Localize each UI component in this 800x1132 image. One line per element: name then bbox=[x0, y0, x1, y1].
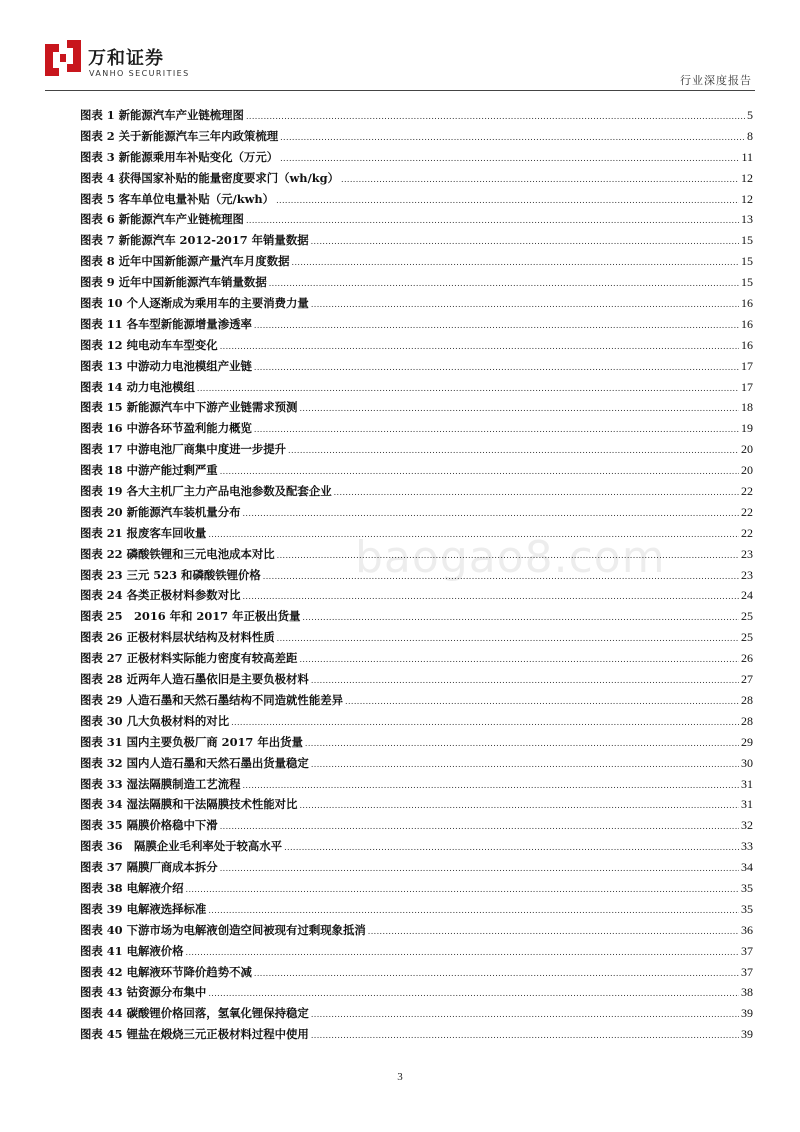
toc-entry-label: 图表 42 电解液环节降价趋势不减 bbox=[80, 964, 252, 979]
toc-dot-leader bbox=[292, 257, 740, 269]
toc-entry[interactable] bbox=[80, 170, 753, 191]
toc-entry-label: 图表 18 中游产能过剩严重 bbox=[80, 463, 218, 478]
toc-entry-label: 图表 35 隔膜价格稳中下滑 bbox=[80, 818, 218, 833]
toc-entry[interactable] bbox=[80, 608, 753, 629]
toc-entry-label: 图表 25 2016 年和 2017 年正极出货量 bbox=[80, 609, 301, 624]
toc-entry[interactable] bbox=[80, 149, 753, 170]
toc-dot-leader bbox=[186, 947, 739, 959]
toc-entry-page: 11 bbox=[741, 149, 753, 164]
toc-entry-page: 12 bbox=[741, 191, 753, 206]
toc-entry[interactable] bbox=[80, 1005, 753, 1026]
toc-dot-leader bbox=[242, 780, 739, 792]
toc-entry-label: 图表 23 三元 523 和磷酸铁锂价格 bbox=[80, 567, 261, 582]
brand-name-en: VANHO SECURITIES bbox=[89, 69, 190, 78]
toc-dot-leader bbox=[305, 738, 739, 750]
toc-entry-page: 31 bbox=[741, 776, 753, 791]
toc-dot-leader bbox=[299, 403, 739, 415]
toc-dot-leader bbox=[288, 445, 739, 457]
toc-entry-page: 39 bbox=[741, 1006, 753, 1021]
toc-entry[interactable] bbox=[80, 734, 753, 755]
toc-entry-label: 图表 26 正极材料层状结构及材料性质 bbox=[80, 630, 275, 645]
toc-dot-leader bbox=[311, 675, 739, 687]
toc-entry[interactable] bbox=[80, 358, 753, 379]
toc-dot-leader bbox=[311, 1009, 739, 1021]
toc-entry-page: 25 bbox=[741, 609, 753, 624]
toc-entry-page: 37 bbox=[741, 943, 753, 958]
toc-dot-leader bbox=[208, 905, 739, 917]
toc-dot-leader bbox=[197, 383, 739, 395]
toc-entry[interactable] bbox=[80, 817, 753, 838]
page-header bbox=[0, 0, 800, 96]
toc-entry-label: 图表 19 各大主机厂主力产品电池参数及配套企业 bbox=[80, 484, 332, 499]
toc-entry-label: 图表 17 中游电池厂商集中度进一步提升 bbox=[80, 442, 287, 457]
toc-dot-leader bbox=[299, 654, 739, 666]
toc-entry[interactable] bbox=[80, 191, 753, 212]
toc-entry[interactable] bbox=[80, 337, 753, 358]
toc-entry-page: 37 bbox=[741, 964, 753, 979]
header-divider bbox=[45, 90, 755, 91]
toc-entry-label: 图表 9 近年中国新能源汽车销量数据 bbox=[80, 275, 267, 290]
toc-dot-leader bbox=[254, 968, 739, 980]
toc-entry-label: 图表 20 新能源汽车装机量分布 bbox=[80, 504, 241, 519]
toc-entry-page: 35 bbox=[741, 880, 753, 895]
toc-entry-label: 图表 40 下游市场为电解液创造空间被现有过剩现象抵消 bbox=[80, 922, 366, 937]
toc-entry-label: 图表 16 中游各环节盈利能力概览 bbox=[80, 421, 252, 436]
brand-name-cn: 万和证券 bbox=[88, 48, 164, 69]
toc-entry-label: 图表 29 人造石墨和天然石墨结构不同造就性能差异 bbox=[80, 692, 343, 707]
toc-entry-label: 图表 21 报废客车回收量 bbox=[80, 525, 207, 540]
toc-dot-leader bbox=[284, 842, 739, 854]
toc-dot-leader bbox=[231, 717, 739, 729]
toc-entry-page: 22 bbox=[741, 504, 753, 519]
toc-entry[interactable] bbox=[80, 232, 753, 253]
toc-dot-leader bbox=[220, 466, 739, 478]
toc-dot-leader bbox=[186, 884, 739, 896]
toc-dot-leader bbox=[242, 591, 739, 603]
toc-entry-label: 图表 28 近两年人造石墨依旧是主要负极材料 bbox=[80, 672, 309, 687]
toc-entry-page: 12 bbox=[741, 170, 753, 185]
toc-dot-leader bbox=[242, 508, 739, 520]
toc-entry-label: 图表 45 锂盐在煅烧三元正极材料过程中使用 bbox=[80, 1027, 309, 1042]
toc-dot-leader bbox=[341, 174, 739, 186]
toc-entry-page: 32 bbox=[741, 818, 753, 833]
toc-entry-page: 22 bbox=[741, 484, 753, 499]
toc-entry[interactable] bbox=[80, 420, 753, 441]
toc-entry-page: 28 bbox=[741, 713, 753, 728]
toc-entry[interactable] bbox=[80, 462, 753, 483]
toc-entry[interactable] bbox=[80, 692, 753, 713]
toc-entry[interactable] bbox=[80, 483, 753, 504]
toc-entry[interactable] bbox=[80, 1026, 753, 1047]
toc-entry-page: 36 bbox=[741, 922, 753, 937]
toc-entry-page: 39 bbox=[741, 1027, 753, 1042]
toc-entry[interactable] bbox=[80, 964, 753, 985]
toc-dot-leader bbox=[345, 696, 739, 708]
toc-entry-label: 图表 15 新能源汽车中下游产业链需求预测 bbox=[80, 400, 298, 415]
toc-dot-leader bbox=[220, 863, 739, 875]
toc-entry[interactable] bbox=[80, 984, 753, 1005]
toc-entry-page: 24 bbox=[741, 588, 753, 603]
toc-entry-label: 图表 14 动力电池模组 bbox=[80, 379, 195, 394]
toc-entry-label: 图表 41 电解液价格 bbox=[80, 943, 184, 958]
toc-entry-page: 33 bbox=[741, 839, 753, 854]
toc-entry-page: 26 bbox=[741, 651, 753, 666]
toc-entry[interactable] bbox=[80, 880, 753, 901]
toc-entry-label: 图表 24 各类正极材料参数对比 bbox=[80, 588, 241, 603]
toc-entry-label: 图表 39 电解液选择标准 bbox=[80, 901, 207, 916]
toc-entry-label: 图表 4 获得国家补贴的能量密度要求门（wh/kg） bbox=[80, 170, 339, 185]
toc-dot-leader bbox=[280, 153, 739, 165]
toc-entry-page: 15 bbox=[741, 233, 753, 248]
toc-entry-label: 图表 37 隔膜厂商成本拆分 bbox=[80, 860, 218, 875]
toc-entry-label: 图表 5 客车单位电量补贴（元/kwh） bbox=[80, 191, 275, 206]
toc-dot-leader bbox=[311, 759, 739, 771]
toc-entry-page: 19 bbox=[741, 421, 753, 436]
toc-dot-leader bbox=[254, 424, 739, 436]
toc-entry-page: 31 bbox=[741, 797, 753, 812]
toc-entry-page: 13 bbox=[741, 212, 753, 227]
toc-entry[interactable] bbox=[80, 671, 753, 692]
toc-dot-leader bbox=[254, 320, 739, 332]
toc-entry[interactable] bbox=[80, 441, 753, 462]
toc-entry-page: 16 bbox=[741, 316, 753, 331]
watermark: baogao8.com bbox=[355, 532, 666, 583]
toc-entry-page: 38 bbox=[741, 985, 753, 1000]
toc-dot-leader bbox=[311, 299, 739, 311]
vanho-logo-icon bbox=[45, 40, 81, 76]
toc-entry-page: 27 bbox=[741, 672, 753, 687]
toc-entry-label: 图表 43 钴资源分布集中 bbox=[80, 985, 207, 1000]
toc-entry[interactable] bbox=[80, 859, 753, 880]
toc-dot-leader bbox=[368, 926, 739, 938]
toc-entry[interactable] bbox=[80, 587, 753, 608]
toc-entry[interactable] bbox=[80, 796, 753, 817]
toc-entry-page: 17 bbox=[741, 358, 753, 373]
toc-dot-leader bbox=[220, 341, 739, 353]
toc-entry[interactable] bbox=[80, 629, 753, 650]
report-type-label: 行业深度报告 bbox=[680, 74, 752, 87]
toc-entry-page: 15 bbox=[741, 275, 753, 290]
toc-entry-label: 图表 32 国内人造石墨和天然石墨出货量稳定 bbox=[80, 755, 309, 770]
toc-entry-label: 图表 31 国内主要负极厂商 2017 年出货量 bbox=[80, 734, 303, 749]
toc-dot-leader bbox=[269, 278, 739, 290]
toc-entry[interactable] bbox=[80, 755, 753, 776]
toc-entry[interactable] bbox=[80, 713, 753, 734]
toc-entry-label: 图表 10 个人逐渐成为乘用车的主要消费力量 bbox=[80, 296, 309, 311]
toc-entry-page: 34 bbox=[741, 860, 753, 875]
toc-entry[interactable] bbox=[80, 838, 753, 859]
toc-entry[interactable] bbox=[80, 107, 753, 128]
toc-entry-page: 5 bbox=[747, 108, 753, 122]
toc-entry[interactable] bbox=[80, 943, 753, 964]
toc-entry-page: 8 bbox=[747, 128, 753, 143]
toc-entry-label: 图表 3 新能源乘用车补贴变化（万元） bbox=[80, 149, 279, 164]
toc-entry-label: 图表 33 湿法隔膜制造工艺流程 bbox=[80, 776, 241, 791]
toc-entry[interactable] bbox=[80, 399, 753, 420]
toc-entry[interactable] bbox=[80, 504, 753, 525]
toc-dot-leader bbox=[280, 132, 745, 144]
toc-dot-leader bbox=[246, 215, 739, 227]
toc-entry-page: 16 bbox=[741, 296, 753, 311]
toc-entry-page: 23 bbox=[741, 567, 753, 582]
toc-entry-label: 图表 6 新能源汽车产业链梳理图 bbox=[80, 212, 244, 227]
toc-entry-label: 图表 2 关于新能源汽车三年内政策梳理 bbox=[80, 128, 279, 143]
toc-dot-leader bbox=[299, 800, 739, 812]
toc-entry[interactable] bbox=[80, 776, 753, 797]
toc-entry-label: 图表 27 正极材料实际能力密度有较高差距 bbox=[80, 651, 298, 666]
toc-entry-label: 图表 30 几大负极材料的对比 bbox=[80, 713, 230, 728]
toc-dot-leader bbox=[311, 1030, 739, 1042]
toc-entry-page: 25 bbox=[741, 630, 753, 645]
toc-entry-label: 图表 22 磷酸铁锂和三元电池成本对比 bbox=[80, 546, 275, 561]
toc-entry-page: 15 bbox=[741, 254, 753, 269]
toc-entry-page: 22 bbox=[741, 525, 753, 540]
toc-dot-leader bbox=[254, 362, 739, 374]
toc-dot-leader bbox=[277, 633, 739, 645]
toc-entry[interactable] bbox=[80, 316, 753, 337]
toc-entry-label: 图表 34 湿法隔膜和干法隔膜技术性能对比 bbox=[80, 797, 298, 812]
toc-dot-leader bbox=[311, 236, 739, 248]
page-number: 3 bbox=[397, 1071, 403, 1083]
toc-entry-page: 20 bbox=[741, 463, 753, 478]
toc-dot-leader bbox=[220, 821, 739, 833]
toc-entry-label: 图表 38 电解液介绍 bbox=[80, 880, 184, 895]
toc-dot-leader bbox=[246, 111, 745, 123]
toc-entry-page: 17 bbox=[741, 379, 753, 394]
toc-entry-label: 图表 7 新能源汽车 2012-2017 年销量数据 bbox=[80, 233, 309, 248]
toc-entry[interactable] bbox=[80, 922, 753, 943]
toc-entry[interactable] bbox=[80, 295, 753, 316]
toc-entry-label: 图表 12 纯电动车车型变化 bbox=[80, 337, 218, 352]
toc-entry-label: 图表 1 新能源汽车产业链梳理图 bbox=[80, 108, 244, 122]
toc-dot-leader bbox=[208, 988, 739, 1000]
toc-entry-label: 图表 8 近年中国新能源产量汽车月度数据 bbox=[80, 254, 290, 269]
toc-dot-leader bbox=[276, 195, 739, 207]
toc-entry[interactable] bbox=[80, 211, 753, 232]
toc-entry[interactable] bbox=[80, 274, 753, 295]
toc-entry[interactable] bbox=[80, 901, 753, 922]
toc-entry[interactable] bbox=[80, 650, 753, 671]
toc-entry[interactable] bbox=[80, 128, 753, 149]
toc-entry-label: 图表 44 碳酸锂价格回落，氢氧化锂保持稳定 bbox=[80, 1006, 309, 1021]
toc-entry-label: 图表 11 各车型新能源增量渗透率 bbox=[80, 316, 252, 331]
toc-entry[interactable] bbox=[80, 253, 753, 274]
toc-dot-leader bbox=[302, 612, 739, 624]
toc-entry-page: 18 bbox=[741, 400, 753, 415]
toc-entry-page: 29 bbox=[741, 734, 753, 749]
toc-entry-page: 30 bbox=[741, 755, 753, 770]
toc-entry-label: 图表 36 隔膜企业毛利率处于较高水平 bbox=[80, 839, 283, 854]
toc-entry-page: 20 bbox=[741, 442, 753, 457]
toc-entry-page: 35 bbox=[741, 901, 753, 916]
toc-entry-page: 23 bbox=[741, 546, 753, 561]
toc-entry-page: 28 bbox=[741, 692, 753, 707]
toc-entry-page: 16 bbox=[741, 337, 753, 352]
toc-entry-label: 图表 13 中游动力电池模组产业链 bbox=[80, 358, 252, 373]
toc-entry[interactable] bbox=[80, 379, 753, 400]
toc-dot-leader bbox=[334, 487, 739, 499]
